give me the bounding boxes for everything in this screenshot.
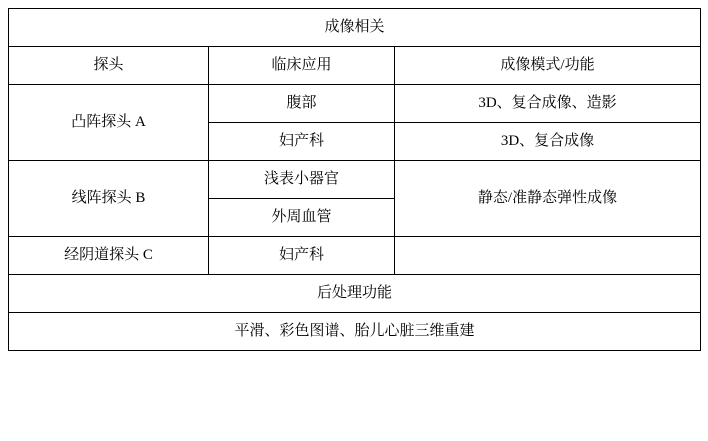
application-peripheral-vascular: 外周血管 (209, 199, 395, 237)
table-row (9, 85, 701, 123)
modes-transvaginal (395, 237, 701, 275)
application-superficial-small-organs: 浅表小器官 (209, 161, 395, 199)
probe-name-transvaginal-c: 经阴道探头 C (9, 237, 209, 275)
table-row (9, 237, 701, 275)
modes-obgyn-convex: 3D、复合成像 (395, 123, 701, 161)
table-title: 成像相关 (9, 9, 701, 47)
probe-name-convex-a: 凸阵探头 A (9, 85, 209, 161)
table-row (9, 161, 701, 199)
post-process-title: 后处理功能 (9, 275, 701, 313)
table-header-row (9, 47, 701, 85)
post-process-title-row (9, 275, 701, 313)
header-imaging-mode: 成像模式/功能 (395, 47, 701, 85)
imaging-spec-table (8, 8, 701, 351)
probe-name-linear-b: 线阵探头 B (9, 161, 209, 237)
modes-superficial: 静态/准静态弹性成像 (395, 161, 701, 237)
header-probe: 探头 (9, 47, 209, 85)
application-abdomen: 腹部 (209, 85, 395, 123)
table-title-row (9, 9, 701, 47)
modes-abdomen: 3D、复合成像、造影 (395, 85, 701, 123)
header-clinical-application: 临床应用 (209, 47, 395, 85)
application-obgyn-transvaginal: 妇产科 (209, 237, 395, 275)
post-process-content-row (9, 313, 701, 351)
post-process-content: 平滑、彩色图谱、胎儿心脏三维重建 (9, 313, 701, 351)
application-obgyn-convex: 妇产科 (209, 123, 395, 161)
